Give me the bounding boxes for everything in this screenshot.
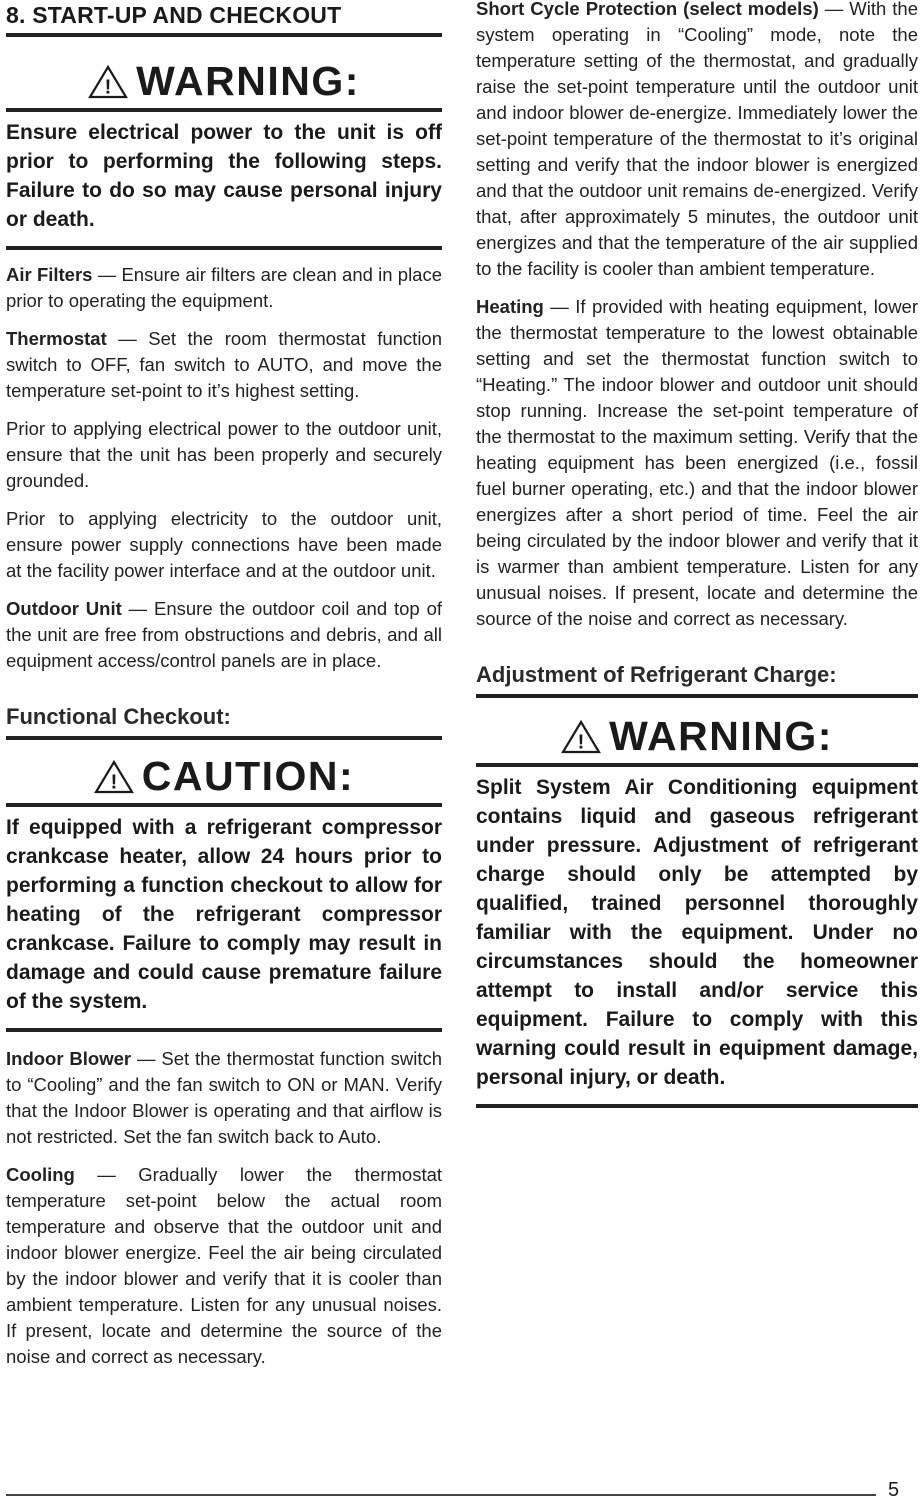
paragraph-heating: Heating — If provided with heating equipment, lower the thermostat temperature to the lowest obtainable setting and set the thermostat function switch to “Heating.” The indoor blower and outdoor unit should stop running. Increase the set-point temperature of the thermostat to the maximum setting. Verify that the heating equipment has been energized (i.e., fossil fuel burner operating, etc.) and that the indoor blower energizes after a short period of time. Feel the air being circulated by the indoor blower and verify that it is warmer than ambient temperature. Listen for any unusual noises. If present, locate and determine the source of the noise and correct as necessary. <box>476 296 919 629</box>
svg-text:!: ! <box>110 771 118 793</box>
left-column <box>6 0 442 1370</box>
paragraph-outdoor-unit: Outdoor Unit — Ensure the outdoor coil and top of the unit are free from obstructions and debris, and all equipment access/control panels are in place. <box>6 598 442 671</box>
paragraph-air-filters: Air Filters — Ensure air filters are clean and in place prior to operating the equipment. <box>6 264 443 311</box>
warning-text: Ensure electrical power to the unit is off prior to performing the following steps. Failure to do so may cause personal injury or death. <box>6 112 442 250</box>
paragraph-indoor-blower: Indoor Blower — Set the thermostat function switch to “Cooling” and the fan switch to ON or MAN. Verify that the Indoor Blower is operating and that airflow is not restricted. Set the fan switch back to Auto. <box>6 1048 442 1147</box>
page-number: 5 <box>888 1479 900 1501</box>
paragraph-cooling: Cooling — Gradually lower the thermostat temperature set-point below the actual room temperature and observe that the outdoor unit and indoor blower energize. Feel the air being circulated by the indoor blower and verify that it is cooler than ambient temperature. Listen for any unusual noises. If present, locate and determine the source of the noise and correct as necessary. <box>6 1164 443 1367</box>
section-title-text: START-UP AND CHECKOUT <box>32 2 342 28</box>
svg-text:!: ! <box>577 731 585 753</box>
refrigerant-warning-text: Split System Air Conditioning equipment contains liquid and gaseous refrigerant under pressure. Adjustment of refrigerant charge should only be attempted by qualified, trained personnel thoroughly familiar with the equipment. Under no circumstances should the homeowner attempt to install and/or service this equipment. Failure to comply with this warning could result in equipment damage, personal injury, or death. <box>476 767 918 1108</box>
caution-header <box>6 746 442 807</box>
refrigerant-warning-header <box>476 706 918 767</box>
warning-triangle-icon <box>561 720 601 754</box>
svg-text:!: ! <box>104 76 112 98</box>
section-title <box>6 2 442 37</box>
functional-checkout-heading: Functional Checkout: <box>6 704 442 740</box>
footer-rule <box>6 1494 876 1496</box>
refrigerant-warning-title: WARNING: <box>609 713 833 759</box>
right-column <box>476 0 918 1108</box>
refrigerant-charge-heading: Adjustment of Refrigerant Charge: <box>476 662 918 698</box>
warning-triangle-icon <box>88 65 128 99</box>
section-number: 8. <box>6 2 26 28</box>
caution-triangle-icon <box>94 760 134 794</box>
caution-text: If equipped with a refrigerant compressor crankcase heater, allow 24 hours prior to performing a function checkout to allow for heating of the refrigerant compressor crankcase. Failure to comply may result in damage and could cause premature failure of the system. <box>6 807 442 1032</box>
paragraph-grounding: Prior to applying electrical power to the outdoor unit, ensure that the unit has been properly and securely grounded. <box>6 418 442 491</box>
warning-title: WARNING: <box>136 58 360 104</box>
warning-header <box>6 51 442 112</box>
paragraph-short-cycle: Short Cycle Protection (select models) — With the system operating in “Cooling” mode, note the temperature setting of the thermostat, and gradually raise the set-point temperature until the outdoor unit and indoor blower de-energize. Immediately lower the set-point temperature of the thermostat to it’s original setting and verify that the indoor blower is energized and that the outdoor unit remains de-energized. Verify that, after approximately 5 minutes, the outdoor unit energizes and that the temperature of the air supplied to the facility is cooler than ambient temperature. <box>476 0 918 279</box>
caution-title: CAUTION: <box>141 753 355 799</box>
paragraph-thermostat: Thermostat — Set the room thermostat function switch to OFF, fan switch to AUTO, and move the temperature set-point to it’s highest setting. <box>6 328 443 401</box>
paragraph-power-supply: Prior to applying electricity to the outdoor unit, ensure power supply connections have been made at the facility power interface and at the outdoor unit. <box>6 508 442 581</box>
